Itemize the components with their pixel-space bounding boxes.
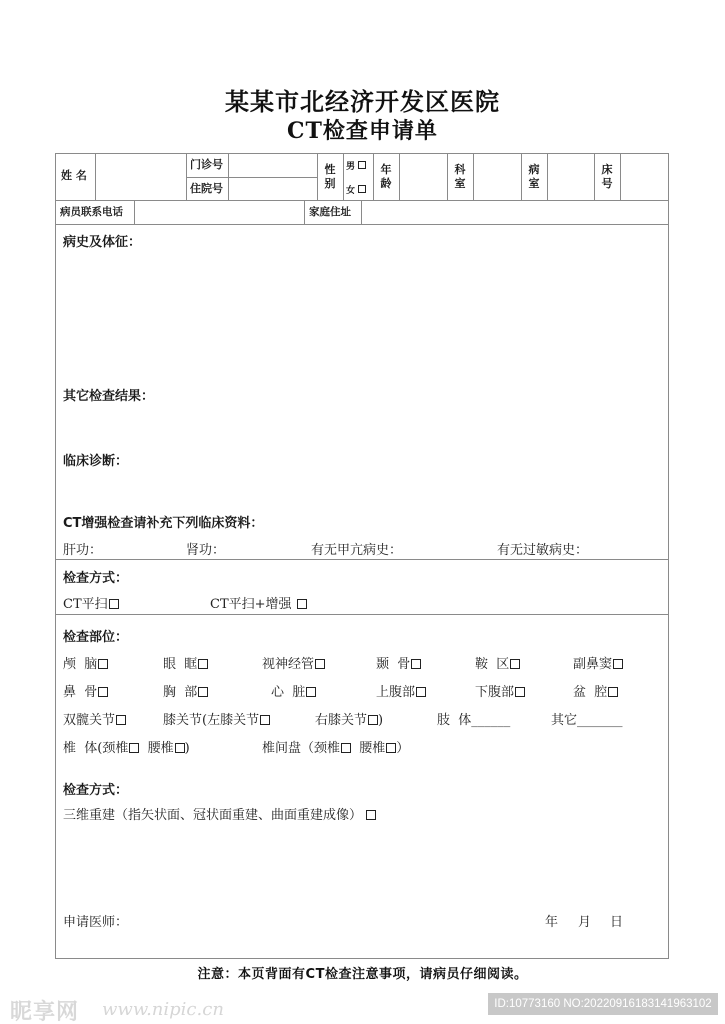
hospital-name: 某某市北经济开发区医院 bbox=[225, 87, 500, 116]
method2-label: 检查方式： bbox=[63, 783, 129, 798]
method-label: 检查方式： bbox=[63, 571, 129, 586]
site-option[interactable] bbox=[163, 681, 208, 700]
site-checkbox[interactable] bbox=[98, 687, 108, 697]
form-title: CT检查申请单 bbox=[287, 118, 438, 144]
site-option-label: 膝关节(左膝关节 bbox=[163, 713, 260, 728]
male-checkbox[interactable] bbox=[358, 161, 366, 169]
site-option[interactable] bbox=[475, 653, 520, 672]
address-label: 家庭住址 bbox=[309, 206, 351, 218]
hip-checkbox[interactable] bbox=[116, 715, 126, 725]
ct-plain-checkbox[interactable] bbox=[109, 599, 119, 609]
name-label: 姓 名 bbox=[61, 169, 87, 182]
ward-label-char: 室 bbox=[528, 177, 540, 190]
site-label: 检查部位： bbox=[63, 630, 129, 645]
site-option-label: 右膝关节 bbox=[315, 713, 368, 728]
ct-enhanced-checkbox[interactable] bbox=[297, 599, 307, 609]
phone-label: 病员联系电话 bbox=[60, 206, 123, 218]
site-option-label: 颞 骨 bbox=[376, 657, 411, 672]
site-option-other[interactable]: 其它_______ bbox=[551, 713, 623, 728]
gender-female-label: 女 bbox=[346, 186, 356, 196]
age-label-char: 龄 bbox=[380, 177, 392, 190]
phone-field[interactable] bbox=[135, 201, 304, 224]
site-checkbox[interactable] bbox=[315, 659, 325, 669]
department-label bbox=[453, 163, 467, 191]
disc-cervical-checkbox[interactable] bbox=[341, 743, 351, 753]
paren: ） bbox=[396, 741, 410, 756]
site-checkbox[interactable] bbox=[411, 659, 421, 669]
bed-label-char: 号 bbox=[601, 177, 613, 190]
divider bbox=[343, 153, 344, 200]
site-option[interactable] bbox=[63, 653, 108, 672]
divider bbox=[55, 614, 669, 615]
gender-label-char: 别 bbox=[324, 177, 336, 190]
recon-checkbox[interactable] bbox=[366, 810, 376, 820]
vertebra-cervical-checkbox[interactable] bbox=[129, 743, 139, 753]
site-checkbox[interactable] bbox=[306, 687, 316, 697]
knee-right-checkbox[interactable] bbox=[368, 715, 378, 725]
site-option[interactable] bbox=[271, 681, 316, 700]
site-option[interactable] bbox=[475, 681, 525, 700]
bed-label-char: 床 bbox=[601, 163, 613, 176]
site-option-knee-left[interactable] bbox=[163, 709, 270, 728]
ward-label-char: 病 bbox=[528, 163, 540, 176]
option-ct-plain[interactable] bbox=[63, 593, 119, 612]
ward-field[interactable] bbox=[548, 154, 594, 200]
site-option-label: 双髋关节 bbox=[63, 713, 116, 728]
site-option-label: 椎间盘（颈椎 bbox=[262, 741, 341, 756]
option-ct-enhanced[interactable] bbox=[210, 593, 307, 612]
divider bbox=[343, 177, 373, 178]
recon-label: 三维重建（指矢状面、冠状面重建、曲面重建成像） bbox=[63, 808, 363, 823]
liver-function-label: 肝功： bbox=[63, 543, 103, 558]
watermark-logo: 昵享网 bbox=[10, 1000, 80, 1024]
history-label: 病史及体征： bbox=[63, 235, 142, 250]
date-day-label: 日 bbox=[610, 915, 624, 930]
site-option-label: 眼 眶 bbox=[163, 657, 198, 672]
gender-label-char: 性 bbox=[324, 163, 336, 176]
site-option-label: 腰椎 bbox=[359, 741, 386, 756]
doctor-label: 申请医师： bbox=[63, 915, 129, 930]
divider bbox=[186, 153, 187, 200]
paren: ) bbox=[378, 713, 384, 728]
site-option[interactable] bbox=[573, 653, 623, 672]
site-option-disc[interactable] bbox=[262, 737, 409, 756]
site-checkbox[interactable] bbox=[608, 687, 618, 697]
divider bbox=[304, 200, 305, 224]
divider bbox=[447, 153, 448, 200]
outpatient-no-field[interactable] bbox=[229, 154, 317, 177]
site-option-label: 视神经管 bbox=[262, 657, 315, 672]
divider bbox=[594, 153, 595, 200]
bed-field[interactable] bbox=[621, 154, 668, 200]
site-option-label: 副鼻窦 bbox=[573, 657, 613, 672]
hyperthyroid-history-label: 有无甲亢病史： bbox=[311, 543, 403, 558]
site-checkbox[interactable] bbox=[198, 659, 208, 669]
gender-label bbox=[323, 163, 337, 191]
gender-male-label: 男 bbox=[346, 162, 356, 172]
divider bbox=[521, 153, 522, 200]
site-option-label: 心 脏 bbox=[271, 685, 306, 700]
age-label bbox=[379, 163, 393, 191]
department-field[interactable] bbox=[474, 154, 521, 200]
gender-option-female[interactable] bbox=[346, 183, 366, 196]
female-checkbox[interactable] bbox=[358, 185, 366, 193]
watermark-id: ID:10773160 NO:20220916183141963102 bbox=[488, 993, 718, 1015]
site-option-label: 颅 脑 bbox=[63, 657, 98, 672]
site-option[interactable] bbox=[262, 653, 325, 672]
site-option-label: 鞍 区 bbox=[475, 657, 510, 672]
history-field[interactable] bbox=[60, 250, 664, 380]
department-label-char: 科 bbox=[454, 163, 466, 176]
site-option-knee-right[interactable] bbox=[315, 709, 383, 728]
divider bbox=[373, 153, 374, 200]
date-year-label: 年 bbox=[545, 915, 559, 930]
department-label-char: 室 bbox=[454, 177, 466, 190]
kidney-function-label: 肾功： bbox=[186, 543, 226, 558]
site-option-label: 下腹部 bbox=[475, 685, 515, 700]
ward-label bbox=[527, 163, 541, 191]
allergy-history-label: 有无过敏病史： bbox=[497, 543, 589, 558]
bed-label bbox=[600, 163, 614, 191]
watermark-url: www.nipic.cn bbox=[102, 999, 224, 1020]
outpatient-no-label: 门诊号 bbox=[190, 158, 223, 171]
site-checkbox[interactable] bbox=[510, 659, 520, 669]
other-results-label: 其它检查结果： bbox=[63, 389, 155, 404]
age-field[interactable] bbox=[400, 154, 447, 200]
site-checkbox[interactable] bbox=[98, 659, 108, 669]
disc-lumbar-checkbox[interactable] bbox=[386, 743, 396, 753]
site-option[interactable] bbox=[163, 653, 208, 672]
site-option[interactable] bbox=[376, 653, 421, 672]
divider bbox=[317, 153, 318, 200]
divider bbox=[55, 559, 669, 560]
doctor-signature-field[interactable] bbox=[140, 906, 400, 928]
footer-notice: 注意：本页背面有CT检查注意事项，请病员仔细阅读。 bbox=[197, 967, 528, 982]
address-field[interactable] bbox=[362, 201, 668, 224]
inpatient-no-label: 住院号 bbox=[190, 182, 223, 195]
site-option[interactable] bbox=[573, 681, 618, 700]
option-3d-reconstruction[interactable] bbox=[63, 804, 376, 823]
site-option-label: 腰椎 bbox=[147, 741, 174, 756]
inpatient-no-field[interactable] bbox=[229, 178, 317, 200]
site-option-vertebra[interactable] bbox=[63, 737, 190, 756]
site-checkbox[interactable] bbox=[416, 687, 426, 697]
site-checkbox[interactable] bbox=[198, 687, 208, 697]
diagnosis-label: 临床诊断： bbox=[63, 454, 129, 469]
site-option[interactable] bbox=[63, 681, 108, 700]
site-option-label: 胸 部 bbox=[163, 685, 198, 700]
site-checkbox[interactable] bbox=[515, 687, 525, 697]
site-option-hip[interactable] bbox=[63, 709, 126, 728]
ct-plain-label: CT平扫 bbox=[63, 597, 108, 612]
divider bbox=[55, 224, 669, 225]
site-option[interactable] bbox=[376, 681, 426, 700]
site-option-label: 盆 腔 bbox=[573, 685, 608, 700]
site-option-label: 椎 体(颈椎 bbox=[63, 741, 129, 756]
site-option-label: 上腹部 bbox=[376, 685, 416, 700]
site-option-label: 鼻 骨 bbox=[63, 685, 98, 700]
ct-enhanced-label: CT平扫+增强 bbox=[210, 597, 296, 612]
knee-left-checkbox[interactable] bbox=[260, 715, 270, 725]
date-month-label: 月 bbox=[578, 915, 592, 930]
vertebra-lumbar-checkbox[interactable] bbox=[175, 743, 185, 753]
name-field[interactable] bbox=[96, 154, 186, 200]
paren: ) bbox=[184, 741, 190, 756]
enhanced-label: CT增强检查请补充下列临床资料： bbox=[63, 516, 264, 531]
age-label-char: 年 bbox=[380, 163, 392, 176]
site-option-limb[interactable]: 肢 体______ bbox=[437, 713, 511, 728]
gender-option-male[interactable] bbox=[346, 159, 366, 172]
site-checkbox[interactable] bbox=[613, 659, 623, 669]
